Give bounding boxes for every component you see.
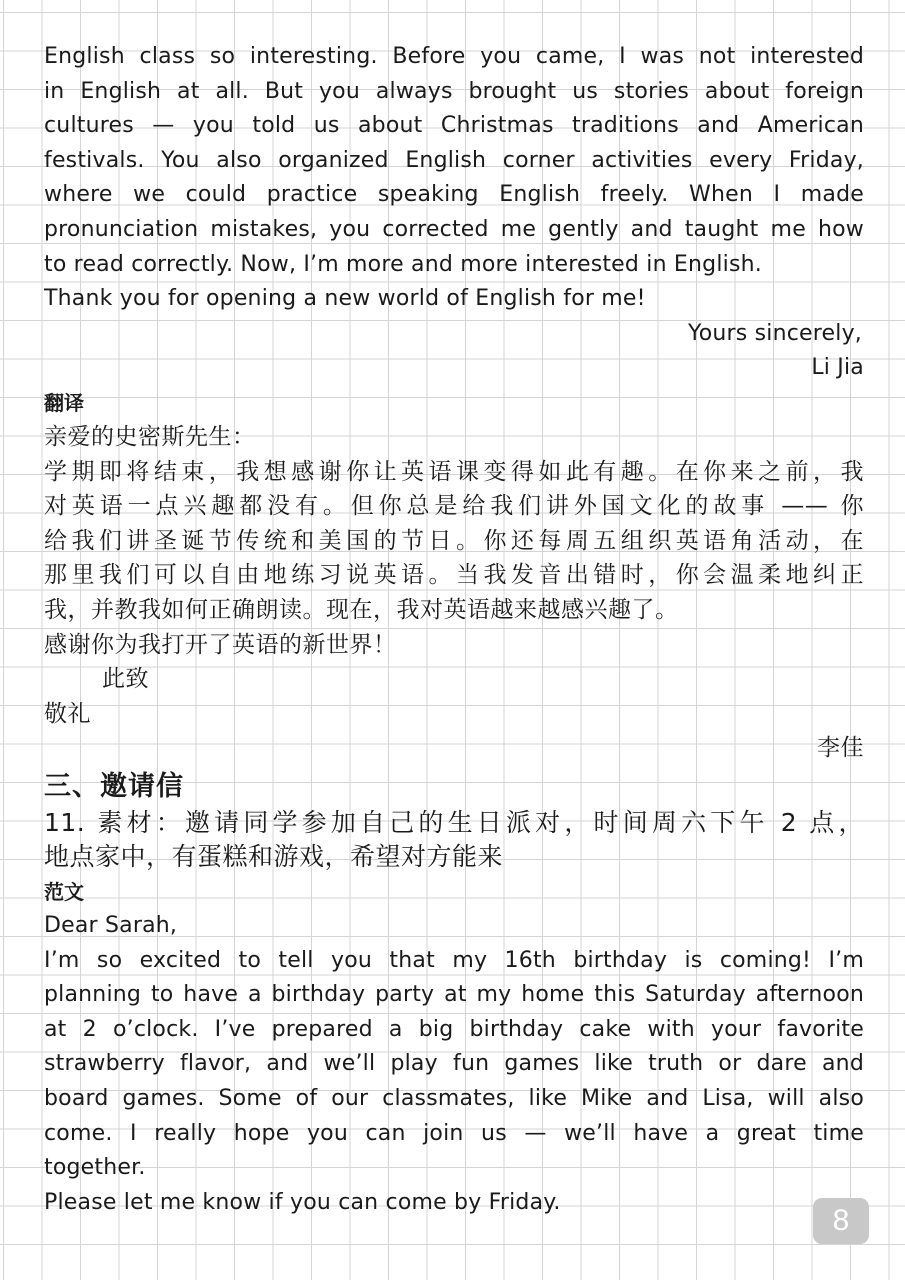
translation-closing-2: 敬礼 (44, 700, 91, 727)
translation-line: 学期即将结束，我想感谢你让英语课变得如此有趣。在你来之前，我 (44, 458, 864, 485)
sample-line: come. I really hope you can join us — we’ll have a great time (44, 1120, 864, 1146)
page-number-badge: 8 (813, 1198, 869, 1244)
letter-line: to read correctly. Now, I’m more and more interested in English. (44, 251, 762, 277)
letter-line: cultures — you told us about Christmas traditions and American (44, 113, 864, 139)
translation-closing-1: 此致 (102, 666, 149, 693)
translation-line: 我，并教我如何正确朗读。现在，我对英语越来越感兴趣了。 (44, 596, 679, 623)
translation-line: 给我们讲圣诞节传统和美国的节日。你还每周五组织英语角活动，在 (44, 527, 864, 554)
translation-thanks: 感谢你为我打开了英语的新世界！ (44, 631, 397, 658)
letter-thanks: Thank you for opening a new world of English for me! (44, 286, 646, 312)
letter-line: where we could practice speaking English freely. When I made (44, 182, 864, 208)
sample-label: 范文 (44, 880, 84, 905)
letter-line: English class so interesting. Before you came, I was not interested (44, 44, 864, 69)
translation-line: 那里我们可以自由地练习说英语。当我发音出错时，你会温柔地纠正 (44, 562, 864, 589)
translation-line: 对英语一点兴趣都没有。但你总是给我们讲外国文化的故事 —— 你 (44, 493, 864, 520)
letter-line: pronunciation mistakes, you corrected me gently and taught me how (44, 216, 864, 242)
letter-line: in English at all. But you always brought us stories about foreign (44, 78, 864, 104)
sample-line: at 2 o’clock. I’ve prepared a big birthday cake with your favorite (44, 1016, 864, 1042)
sample-line: board games. Some of our classmates, like Mike and Lisa, will also (44, 1086, 864, 1112)
sample-line: I’m so excited to tell you that my 16th birthday is coming! I’m (44, 947, 864, 973)
section-title: 三、邀请信 (44, 770, 184, 802)
sample-line: strawberry flavor, and we’ll play fun games like truth or dare and (44, 1051, 864, 1077)
letter-signature: Li Jia (811, 355, 864, 381)
sample-line: planning to have a birthday party at my home this Saturday afternoon (44, 982, 864, 1008)
translation-signature: 李佳 (817, 735, 864, 762)
sample-greeting: Dear Sarah, (44, 913, 178, 939)
sample-line: together. (44, 1155, 146, 1181)
material-line: 11. 素材：邀请同学参加自己的生日派对，时间周六下午 2 点， (44, 807, 864, 837)
translation-greeting: 亲爱的史密斯先生： (44, 423, 256, 450)
document-page (44, 40, 864, 1220)
letter-closing: Yours sincerely, (688, 320, 862, 346)
translation-label: 翻译 (44, 390, 84, 415)
letter-line: festivals. You also organized English corner activities every Friday, (44, 147, 864, 173)
sample-request: Please let me know if you can come by Friday. (44, 1189, 561, 1215)
material-line: 地点家中，有蛋糕和游戏，希望对方能来 (44, 842, 504, 872)
